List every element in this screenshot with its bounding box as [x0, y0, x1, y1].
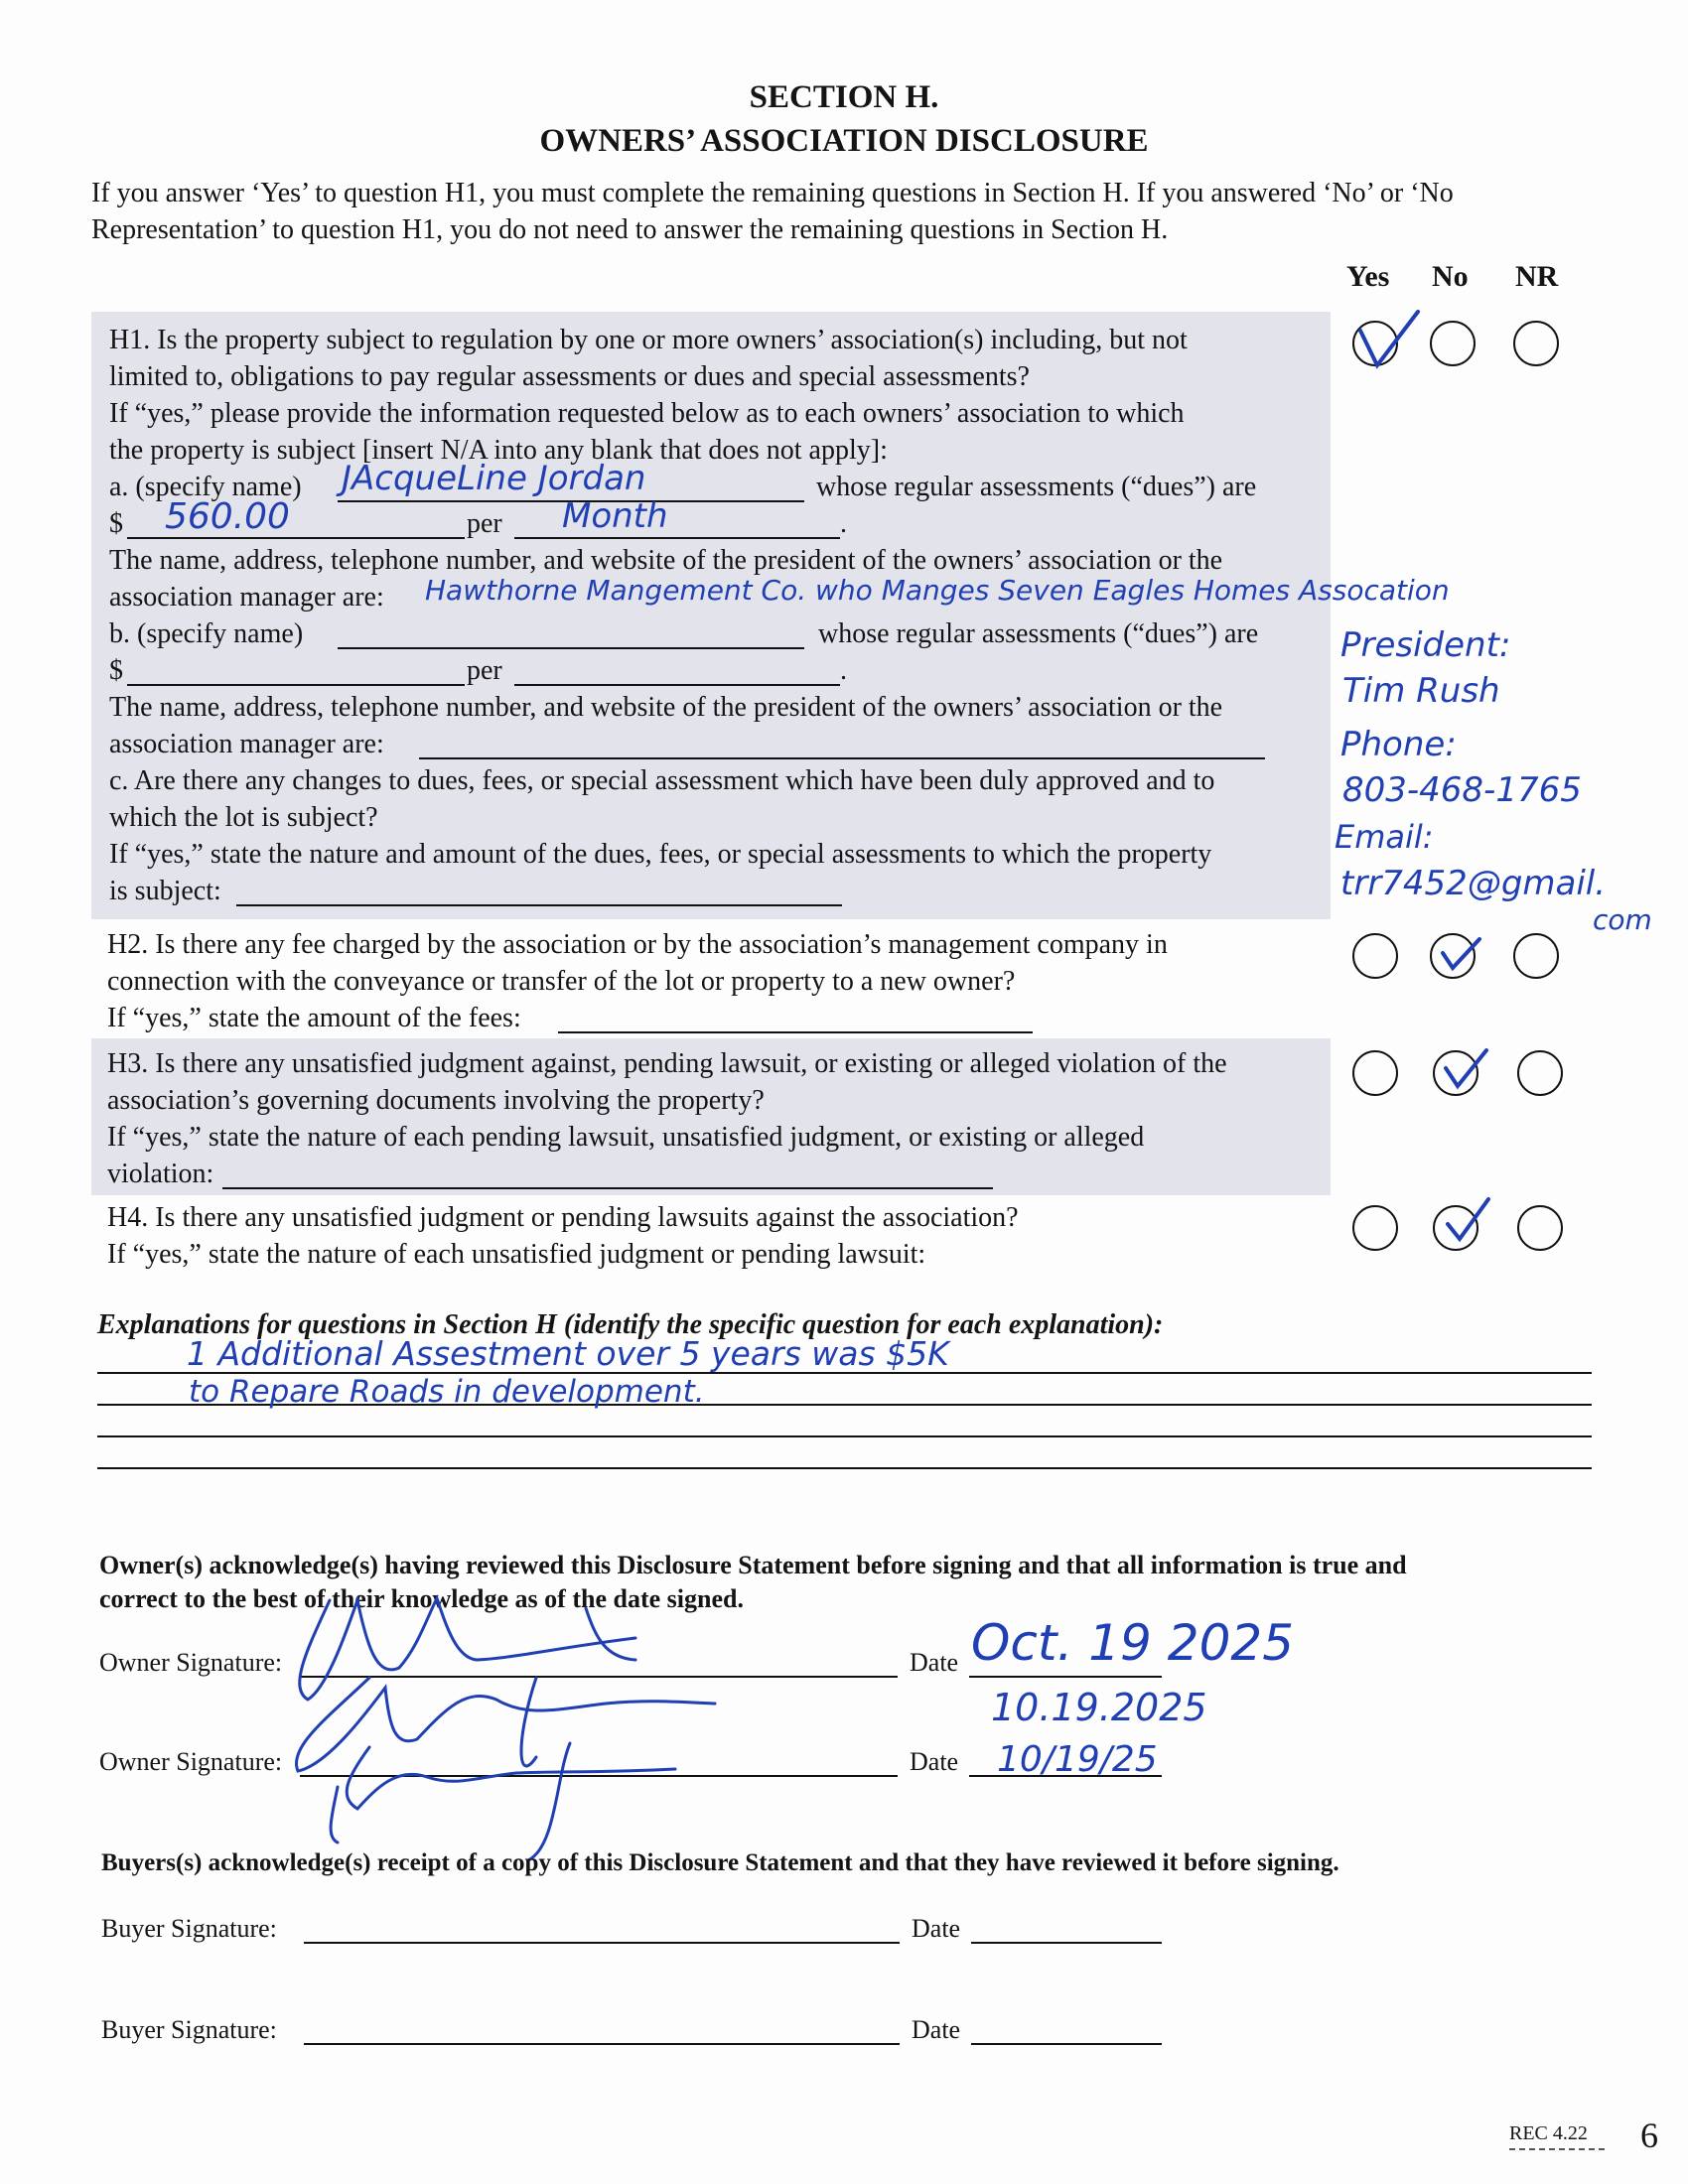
phone-handwriting: 803-468-1765	[1342, 770, 1582, 810]
h1c-line2: which the lot is subject?	[109, 802, 378, 833]
h2-line1: H2. Is there any fee charged by the association or by the association’s management company in	[107, 929, 1168, 960]
buyers-ack: Buyers(s) acknowledge(s) receipt of a copy of this Disclosure Statement and that they have reviewed it before signing.	[101, 1849, 1339, 1876]
explanations-label: Explanations for questions in Section H (identify the specific question for each explanation):	[97, 1309, 1164, 1340]
owners-ack-line1: Owner(s) acknowledge(s) having reviewed this Disclosure Statement before signing and that all information is true and	[99, 1551, 1407, 1579]
president-name-handwriting: Tim Rush	[1342, 671, 1500, 711]
signature-1-stroke	[300, 1598, 635, 1700]
buyer-date-field-2[interactable]	[971, 2043, 1162, 2045]
h1-line4: the property is subject [insert N/A into any blank that does not apply]:	[109, 435, 888, 466]
h1a-whose-label: whose regular assessments (“dues”) are	[816, 472, 1257, 502]
owner-date-label-2: Date	[910, 1747, 959, 1776]
intro-paragraph: If you answer ‘Yes’ to question H1, you must complete the remaining questions in Section H. If you answered ‘No’ or ‘No Representation’ to question H1, you do not need to answer the remaining questions in Section H.	[91, 178, 1454, 245]
h1a-period-dot: .	[840, 508, 847, 539]
owner-date-1b-handwriting: 10.19.2025	[991, 1686, 1207, 1729]
form-code: REC 4.22	[1509, 2122, 1588, 2144]
h1b-dollar: $	[109, 655, 123, 686]
h1c-line1: c. Are there any changes to dues, fees, or special assessment which have been duly approved and to	[109, 765, 1215, 796]
explanation-handwriting-1: 1 Additional Assestment over 5 years was $5K	[187, 1334, 949, 1373]
buyer-signature-label-1: Buyer Signature:	[101, 1914, 277, 1943]
h1-line2: limited to, obligations to pay regular assessments or dues and special assessments?	[109, 361, 1030, 392]
h1a-president-line2: association manager are:	[109, 582, 384, 613]
owner-signature-label-2: Owner Signature:	[99, 1747, 283, 1776]
h1a-label: a. (specify name)	[109, 472, 302, 502]
signature-2-stroke	[296, 1678, 715, 1771]
section-label: SECTION H.	[749, 79, 939, 115]
h1a-manager-handwriting: Hawthorne Mangement Co. who Manges Seven Eagles Homes Assocation	[425, 574, 1450, 607]
h3-line4: violation:	[107, 1159, 214, 1189]
h3-line1: H3. Is there any unsatisfied judgment against, pending lawsuit, or existing or alleged violation of the	[107, 1048, 1227, 1079]
explanation-handwriting-2: to Repare Roads in development.	[189, 1374, 705, 1410]
phone-label-handwriting: Phone:	[1340, 725, 1457, 764]
h1c-line4: is subject:	[109, 876, 221, 906]
email-handwriting: trr7452@gmail.	[1340, 864, 1607, 903]
owner-date-label-1: Date	[910, 1648, 959, 1677]
column-no-header: No	[1432, 260, 1469, 293]
h1-line3: If “yes,” please provide the information requested below as to each owners’ association to which	[109, 398, 1185, 429]
buyer-signature-field-2[interactable]	[304, 2043, 900, 2045]
h4-line1: H4. Is there any unsatisfied judgment or pending lawsuits against the association?	[107, 1202, 1019, 1233]
page-number: 6	[1640, 2116, 1658, 2155]
h1b-whose-label: whose regular assessments (“dues”) are	[818, 618, 1259, 649]
owners-ack-line2: correct to the best of their knowledge as of the date signed.	[99, 1584, 744, 1613]
buyer-signature-field-1[interactable]	[304, 1942, 900, 1944]
buyer-date-field-1[interactable]	[971, 1942, 1162, 1944]
buyer-signature-label-2: Buyer Signature:	[101, 2015, 277, 2044]
h2-line3: If “yes,” state the amount of the fees:	[107, 1003, 521, 1033]
h1c-line3: If “yes,” state the nature and amount of the dues, fees, or special assessments to which the property	[109, 839, 1212, 870]
h1a-per-label: per	[467, 508, 502, 539]
buyer-date-label-2: Date	[912, 2015, 961, 2044]
column-nr-header: NR	[1515, 260, 1559, 293]
h1b-label: b. (specify name)	[109, 618, 304, 649]
h3-line2: association’s governing documents involving the property?	[107, 1085, 765, 1116]
h1a-dollar: $	[109, 508, 123, 539]
h1b-president-line1: The name, address, telephone number, and website of the president of the owners’ association or the	[109, 692, 1223, 723]
buyer-date-label-1: Date	[912, 1914, 961, 1943]
email-label-handwriting: Email:	[1335, 818, 1434, 856]
h1-line1: H1. Is the property subject to regulation by one or more owners’ association(s) including, but not	[109, 325, 1188, 355]
owner-date-1-handwriting: Oct. 19 2025	[971, 1614, 1294, 1672]
h2-line2: connection with the conveyance or transfer of the lot or property to a new owner?	[107, 966, 1016, 997]
owner-signature-label-1: Owner Signature:	[99, 1648, 283, 1677]
column-yes-header: Yes	[1346, 260, 1390, 293]
h1a-amount-handwriting: 560.00	[165, 496, 290, 537]
h1b-period-dot: .	[840, 655, 847, 686]
owner-date-2-handwriting: 10/19/25	[997, 1739, 1158, 1780]
h1a-period-handwriting: Month	[562, 496, 668, 536]
h1a-president-line1: The name, address, telephone number, and website of the president of the owners’ association or the	[109, 545, 1223, 576]
signature-3-stroke	[331, 1743, 675, 1860]
h1b-per-label: per	[467, 655, 502, 686]
h4-line2: If “yes,” state the nature of each unsatisfied judgment or pending lawsuit:	[107, 1239, 926, 1270]
h3-line3: If “yes,” state the nature of each pending lawsuit, unsatisfied judgment, or existing or alleged	[107, 1122, 1145, 1153]
president-label-handwriting: President:	[1340, 625, 1511, 665]
h1b-president-line2: association manager are:	[109, 729, 384, 759]
h1a-name-handwriting: JAcqueLine Jordan	[342, 459, 646, 498]
form-code-underline	[1509, 2148, 1605, 2150]
email-tail-handwriting: com	[1593, 903, 1652, 936]
page-title: OWNERS’ ASSOCIATION DISCLOSURE	[539, 123, 1149, 159]
